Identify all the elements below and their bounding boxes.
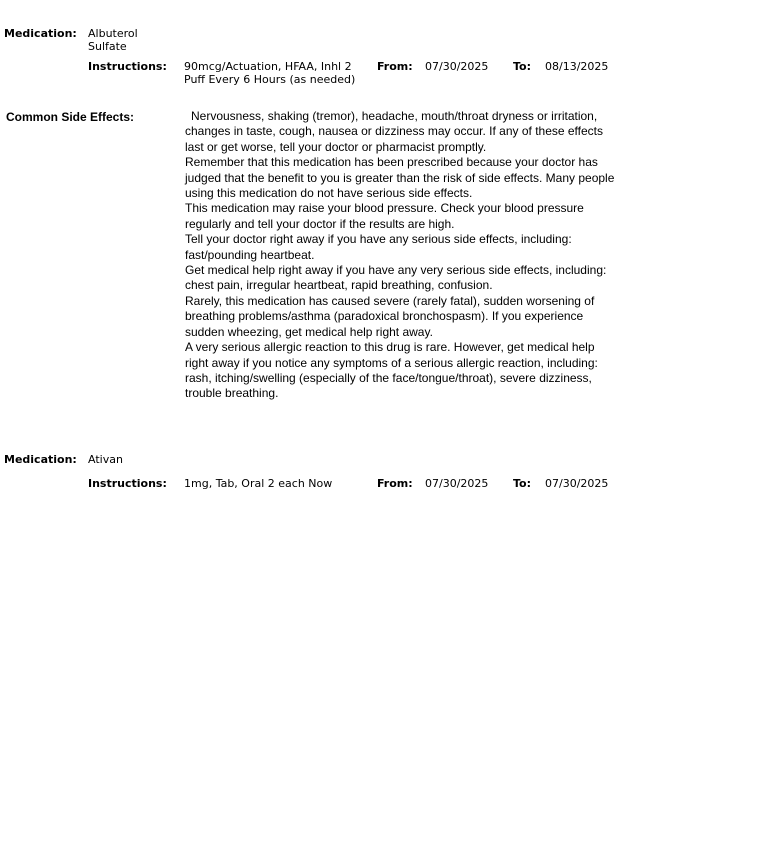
instructions-text (184, 477, 332, 490)
side-effects-paragraph: Tell your doctor right away if you have any serious side effects, including: fast/pounding heartbeat. (185, 232, 572, 262)
from-label: From: (377, 60, 413, 73)
medication-label: Medication: (4, 27, 77, 40)
instructions-line: Puff Every 6 Hours (as needed) (184, 73, 356, 86)
medication-name-line: Sulfate (88, 40, 127, 53)
side-effects-paragraph: This medication may raise your blood pressure. Check your blood pressure regularly and tell your doctor if the results are high. (185, 201, 584, 231)
side-effects-paragraph: Rarely, this medication has caused severe (rarely fatal), sudden worsening of breathing problems/asthma (paradoxical bronchospasm). If you experience sudden wheezing, get medical help right away. (185, 293, 595, 339)
instructions-line: 1mg, Tab, Oral 2 each Now (184, 477, 333, 490)
side-effects-text (185, 109, 615, 402)
side-effects-paragraph: Remember that this medication has been prescribed because your doctor has judged that the benefit to you is greater than the risk of side effects. Many people using this medication do not have serious side effects. (185, 155, 615, 201)
from-label: From: (377, 477, 413, 490)
side-effects-paragraph: Nervousness, shaking (tremor), headache, mouth/throat dryness or irritation, changes in taste, cough, nausea or dizziness may occur. If any of these effects last or get worse, tell your doctor or pharmacist promptly. (185, 109, 604, 154)
medication-name-line: Albuterol (88, 27, 138, 40)
instructions-text (184, 60, 355, 86)
to-date: 08/13/2025 (545, 60, 609, 73)
side-effects-paragraph: A very serious allergic reaction to this drug is rare. However, get medical help right away if you notice any symptoms of a serious allergic reaction, including: rash, itching/swelling (especially of the face/tongue/throat), severe dizziness, trouble breathing. (185, 340, 598, 401)
instructions-line: 90mcg/Actuation, HFAA, Inhl 2 (184, 60, 352, 73)
medication-label: Medication: (4, 453, 77, 466)
to-date: 07/30/2025 (545, 477, 609, 490)
from-date: 07/30/2025 (425, 60, 489, 73)
to-label: To: (513, 477, 531, 490)
side-effects-paragraph: Get medical help right away if you have any very serious side effects, including: chest pain, irregular heartbeat, rapid breathing, confusion. (185, 263, 607, 293)
medication-name-line: Ativan (88, 453, 123, 466)
side-effects-label: Common Side Effects: (6, 110, 135, 124)
medication-name (88, 27, 138, 53)
medication-name (88, 453, 123, 466)
instructions-label: Instructions: (88, 60, 167, 73)
to-label: To: (513, 60, 531, 73)
from-date: 07/30/2025 (425, 477, 489, 490)
instructions-label: Instructions: (88, 477, 167, 490)
